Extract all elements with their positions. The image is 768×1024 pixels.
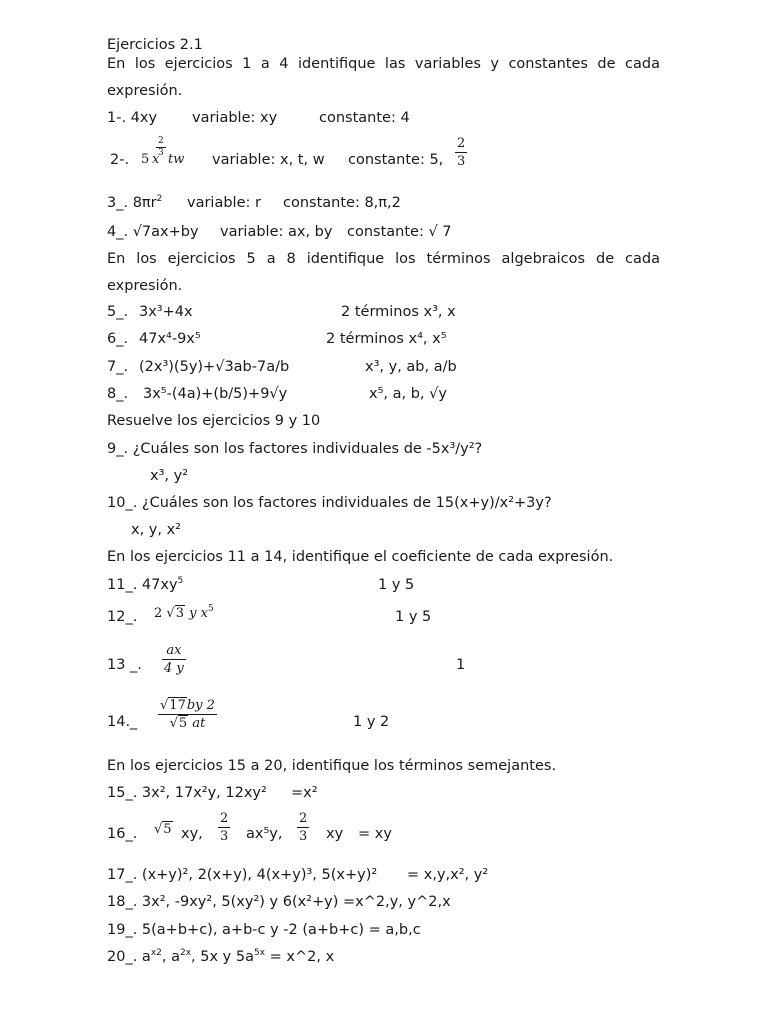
exercise-9-answer: x³, y² (150, 468, 189, 484)
exercise-15-answer: =x² (291, 785, 318, 801)
exercise-9-question: 9_. ¿Cuáles son los factores individuales de -5x³/y²? (107, 441, 483, 457)
exercise-16-term3: xy (326, 826, 344, 842)
exercise-3-constant: constante: 8,π,2 (283, 195, 401, 211)
exercise-2-exponent: $\frac{2}{3}$ (158, 136, 164, 158)
exercise-2-number: 2-. (110, 152, 130, 168)
exercise-1-variable: variable: xy (192, 110, 278, 126)
exercise-7-answer: x³, y, ab, a/b (365, 359, 457, 375)
exercise-16-term1: xy, (181, 826, 203, 842)
exercise-5-answer: 2 términos x³, x (341, 304, 456, 320)
exercise-16-term2: ax⁵y, (246, 826, 283, 842)
exercise-1-constant: constante: 4 (319, 110, 410, 126)
exercise-20-text: 20_. $a^{x2}$, $a^{2x}$, 5x y $5a^{5x}$ = x^2, x (107, 948, 335, 965)
exercise-10-answer: x, y, x² (131, 522, 181, 538)
exercise-13-number: 13 _. (107, 657, 142, 673)
exercise-13-fraction: $\frac{ax}{4 y}$ (164, 643, 184, 676)
exercise-2-constant: constante: 5, (348, 152, 444, 168)
intro-9-10: Resuelve los ejercicios 9 y 10 (107, 413, 321, 429)
intro-5-8-line2: expresión. (107, 278, 183, 294)
exercise-5-number: 5_. (107, 304, 129, 320)
exercise-2-coef: 5 (141, 152, 150, 167)
exercise-14-answer: 1 y 2 (353, 714, 390, 730)
exercise-2-fraction: $\frac{2}{3}$ (457, 136, 466, 169)
exercise-14-number: 14._ (107, 714, 138, 730)
exercise-4-constant: constante: √ 7 (347, 224, 452, 240)
exercise-2-tw: tw (168, 152, 185, 167)
exercise-16-fraction2: $\frac{2}{3}$ (299, 811, 308, 844)
exercise-16-radical: √5 (154, 822, 172, 837)
exercise-16-fraction1: $\frac{2}{3}$ (220, 811, 229, 844)
exercise-11-number: 11_. $47xy^5$ (107, 576, 184, 593)
exercise-8-expression: 3x⁵-(4a)+(b/5)+9√y (143, 386, 288, 402)
exercise-6-expression: 47x⁴-9x⁵ (139, 331, 201, 347)
exercise-12-expression: 2 √3 y $x^5$ (154, 604, 214, 621)
intro-1-4-line2: expresión. (107, 83, 183, 99)
exercise-7-expression: (2x³)(5y)+√3ab-7a/b (139, 359, 290, 375)
exercise-11-answer: 1 y 5 (378, 577, 415, 593)
exercise-18-text: 18_. 3x², -9xy², 5(xy²) y 6(x²+y) =x^2,y, y^2,x (107, 894, 451, 910)
exercise-12-answer: 1 y 5 (395, 609, 432, 625)
exercise-12-number: 12_. (107, 609, 138, 625)
exercise-4-variable: variable: ax, by (220, 224, 333, 240)
exercise-10-question: 10_. ¿Cuáles son los factores individuales de 15(x+y)/x²+3y? (107, 495, 552, 511)
exercise-1-number: 1-. 4xy (107, 110, 158, 126)
exercise-3-variable: variable: r (187, 195, 261, 211)
exercise-3-number: 3_. $8\pi r^2$ (107, 194, 163, 211)
exercise-17-text: 17_. (x+y)², 2(x+y), 4(x+y)³, 5(x+y)² (107, 867, 378, 883)
intro-1-4-line1: En los ejercicios 1 a 4 identifique las variables y constantes de cada (107, 56, 660, 72)
exercise-13-answer: 1 (456, 657, 466, 673)
exercise-8-number: 8_. (107, 386, 129, 402)
exercise-17-answer: = x,y,x², y² (407, 867, 489, 883)
intro-11-14: En los ejercicios 11 a 14, identifique el coeficiente de cada expresión. (107, 549, 614, 565)
exercise-5-expression: 3x³+4x (139, 304, 193, 320)
exercise-15-text: 15_. 3x², 17x²y, 12xy² (107, 785, 267, 801)
exercise-16-answer: = xy (358, 826, 392, 842)
exercise-19-text: 19_. 5(a+b+c), a+b-c y -2 (a+b+c) = a,b,c (107, 922, 421, 938)
page-title: Ejercicios 2.1 (107, 37, 203, 53)
exercise-4-number: 4_. √7ax+by (107, 224, 199, 240)
exercise-8-answer: x⁵, a, b, √y (369, 386, 447, 402)
exercise-7-number: 7_. (107, 359, 129, 375)
exercise-16-number: 16_. (107, 826, 138, 842)
exercise-2-variable: variable: x, t, w (212, 152, 325, 168)
intro-5-8-line1: En los ejercicios 5 a 8 identifique los términos algebraicos de cada (107, 251, 660, 267)
exercise-6-answer: 2 términos x⁴, x⁵ (326, 331, 447, 347)
exercise-14-fraction: $\frac{√17by 2}{√5 at}$ (160, 698, 215, 731)
exercise-2-x: x (152, 152, 160, 167)
exercise-6-number: 6_. (107, 331, 129, 347)
intro-15-20: En los ejercicios 15 a 20, identifique los términos semejantes. (107, 758, 557, 774)
